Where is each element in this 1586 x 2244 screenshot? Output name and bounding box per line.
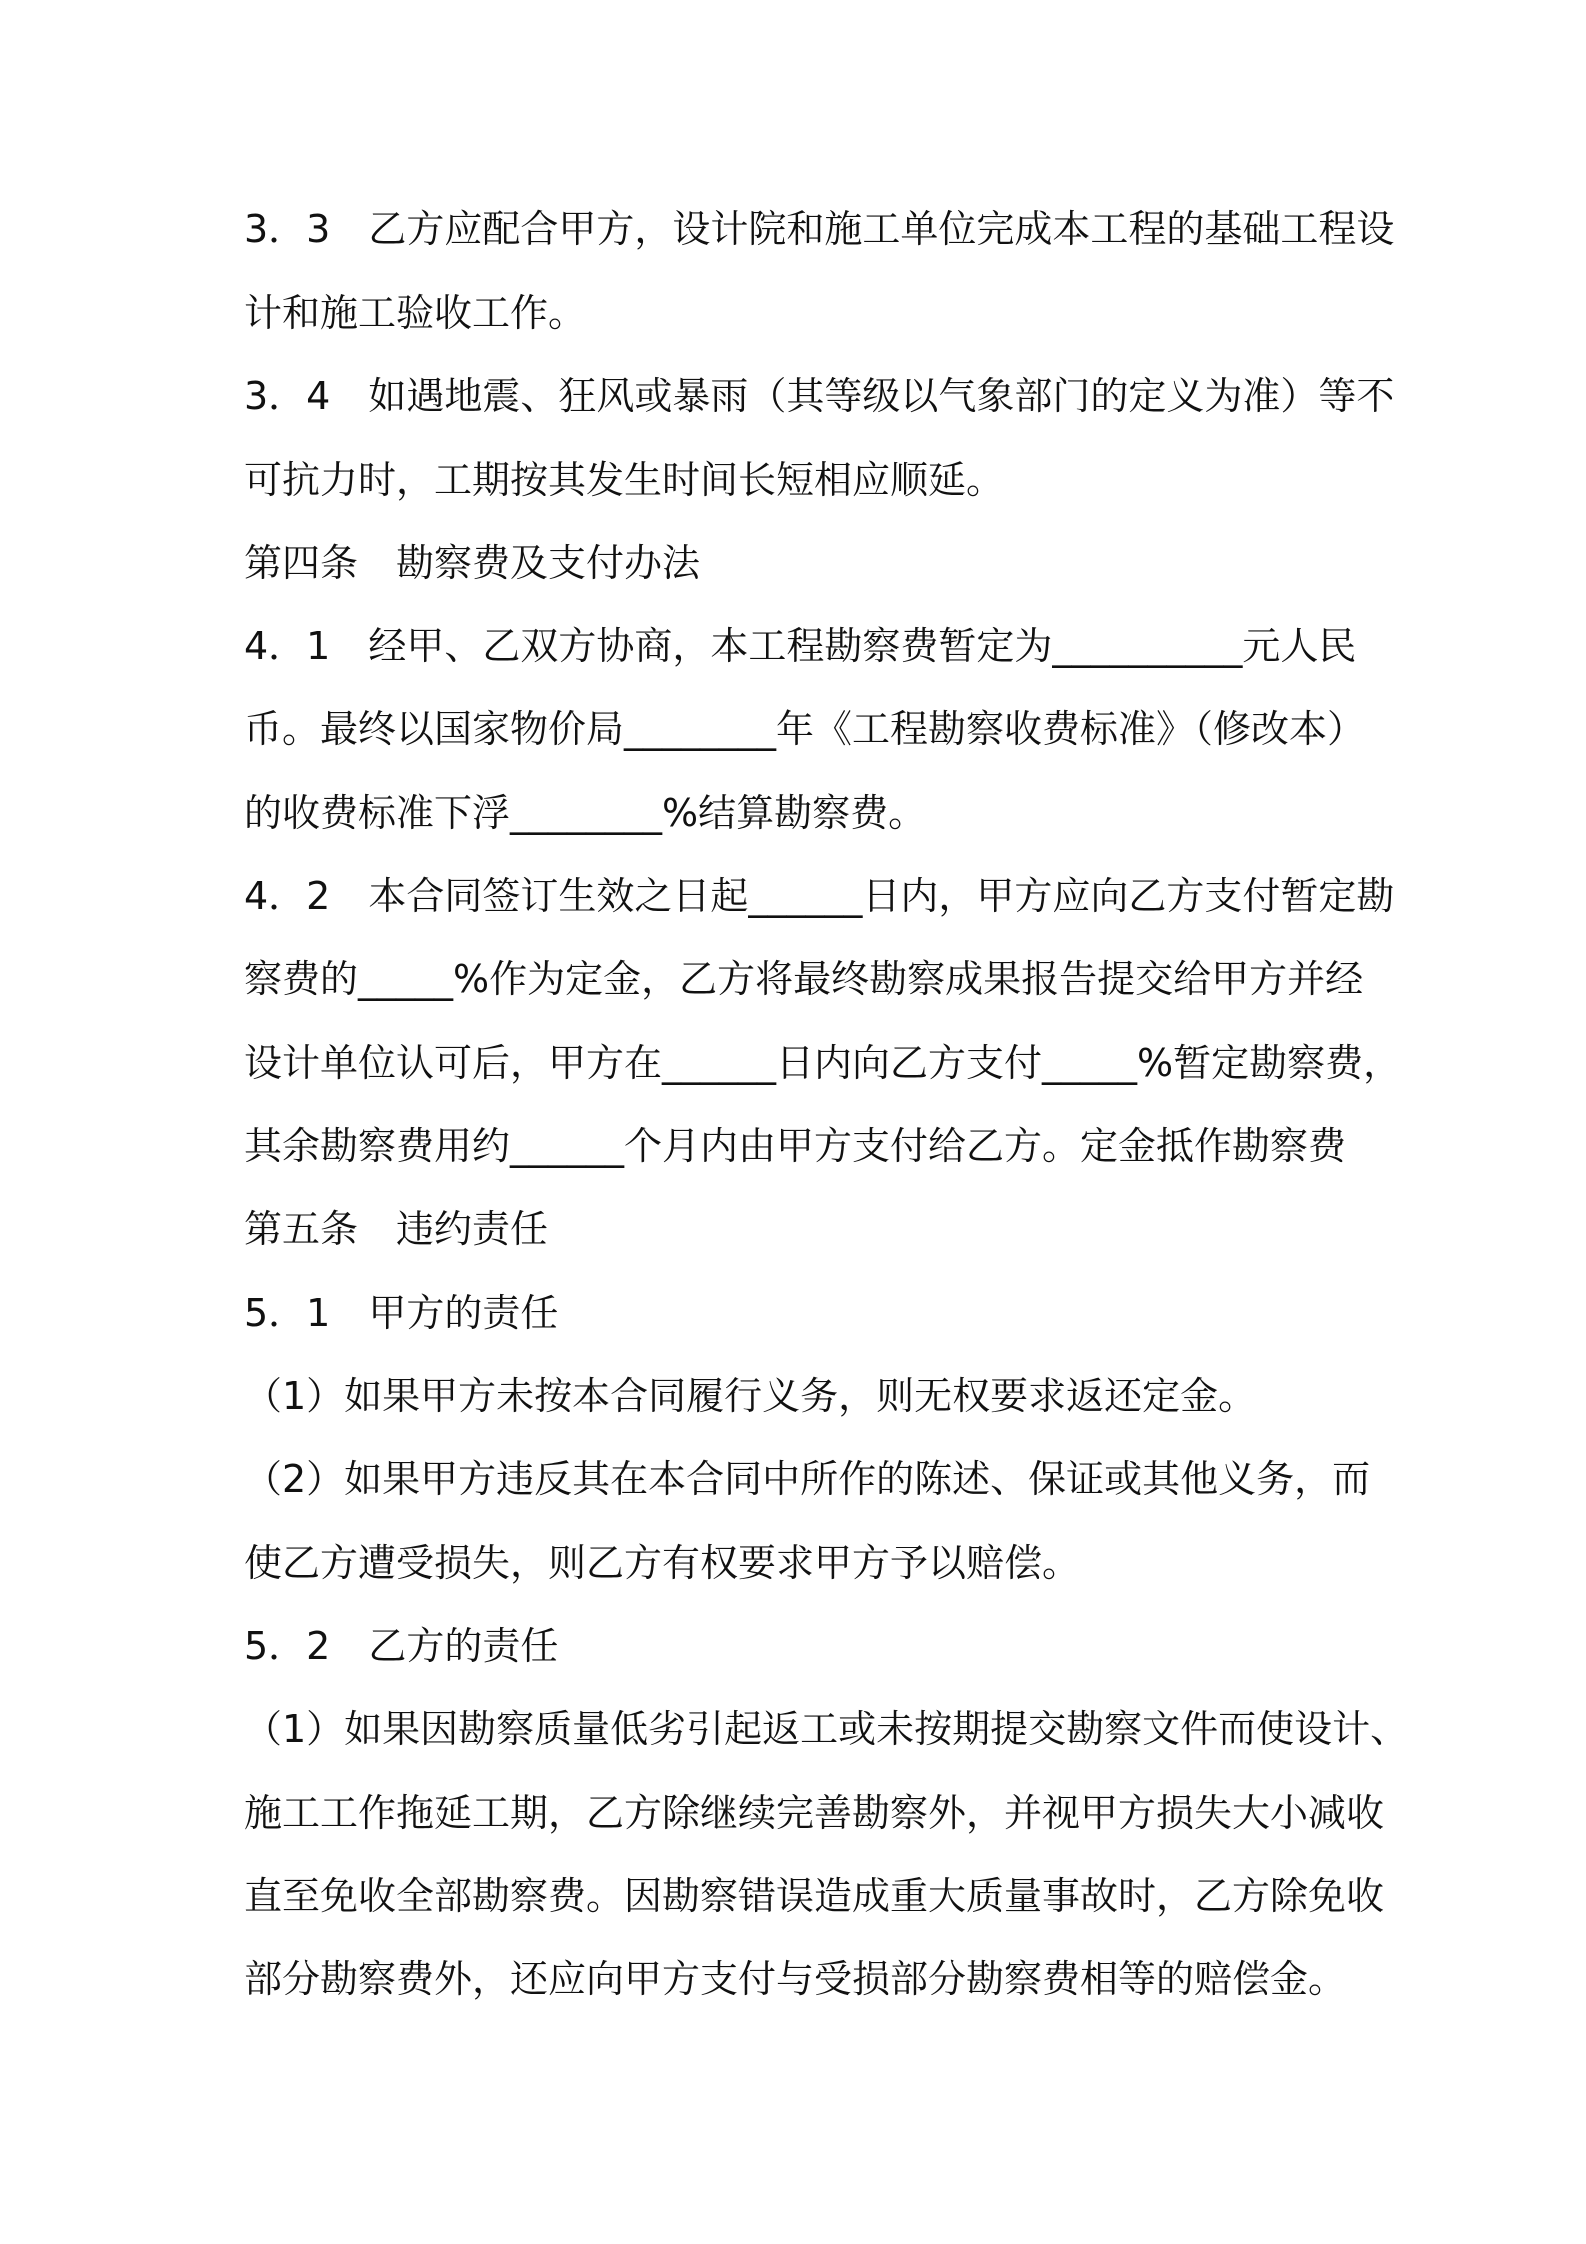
clause-4-1-line-3: 的收费标准下浮________%结算勘察费。	[244, 791, 927, 835]
clause-4-2-line-3: 设计单位认可后，甲方在______日内向乙方支付_____%暂定勘察费，	[244, 1041, 1402, 1085]
clause-4-2-line-1: 4．2 本合同签订生效之日起______日内，甲方应向乙方支付暂定勘	[244, 874, 1395, 918]
clause-3-4-line-1: 3．4 如遇地震、狂风或暴雨（其等级以气象部门的定义为准）等不	[244, 374, 1395, 418]
clause-5-2-item-1-line-1: （1）如果因勘察质量低劣引起返工或未按期提交勘察文件而使设计、	[244, 1707, 1409, 1751]
clause-4-2-line-2: 察费的_____%作为定金，乙方将最终勘察成果报告提交给甲方并经	[244, 957, 1364, 1001]
clause-5-1-heading: 5．1 甲方的责任	[244, 1291, 559, 1335]
clause-5-1-item-1: （1）如果甲方未按本合同履行义务，则无权要求返还定金。	[244, 1374, 1257, 1418]
article-4-heading: 第四条 勘察费及支付办法	[244, 541, 701, 585]
clause-3-4-line-2: 可抗力时，工期按其发生时间长短相应顺延。	[244, 458, 1005, 502]
article-5-heading: 第五条 违约责任	[244, 1207, 549, 1251]
clause-5-1-item-2-line-1: （2）如果甲方违反其在本合同中所作的陈述、保证或其他义务，而	[244, 1457, 1371, 1501]
clause-4-1-line-1: 4．1 经甲、乙双方协商，本工程勘察费暂定为__________元人民	[244, 624, 1357, 668]
clause-3-3-line-1: 3．3 乙方应配合甲方，设计院和施工单位完成本工程的基础工程设	[244, 207, 1395, 251]
clause-5-2-heading: 5．2 乙方的责任	[244, 1624, 559, 1668]
clause-3-3-line-2: 计和施工验收工作。	[244, 291, 587, 335]
clause-4-2-line-4: 其余勘察费用约______个月内由甲方支付给乙方。定金抵作勘察费	[244, 1124, 1347, 1168]
clause-5-2-item-1-line-3: 直至免收全部勘察费。因勘察错误造成重大质量事故时，乙方除免收	[244, 1874, 1385, 1918]
clause-5-2-item-1-line-2: 施工工作拖延工期，乙方除继续完善勘察外，并视甲方损失大小减收	[244, 1791, 1385, 1835]
clause-5-1-item-2-line-2: 使乙方遭受损失，则乙方有权要求甲方予以赔偿。	[244, 1541, 1081, 1585]
clause-4-1-line-2: 币。最终以国家物价局________年《工程勘察收费标准》（修改本）	[244, 707, 1366, 751]
clause-5-2-item-1-line-4: 部分勘察费外，还应向甲方支付与受损部分勘察费相等的赔偿金。	[244, 1957, 1347, 2001]
